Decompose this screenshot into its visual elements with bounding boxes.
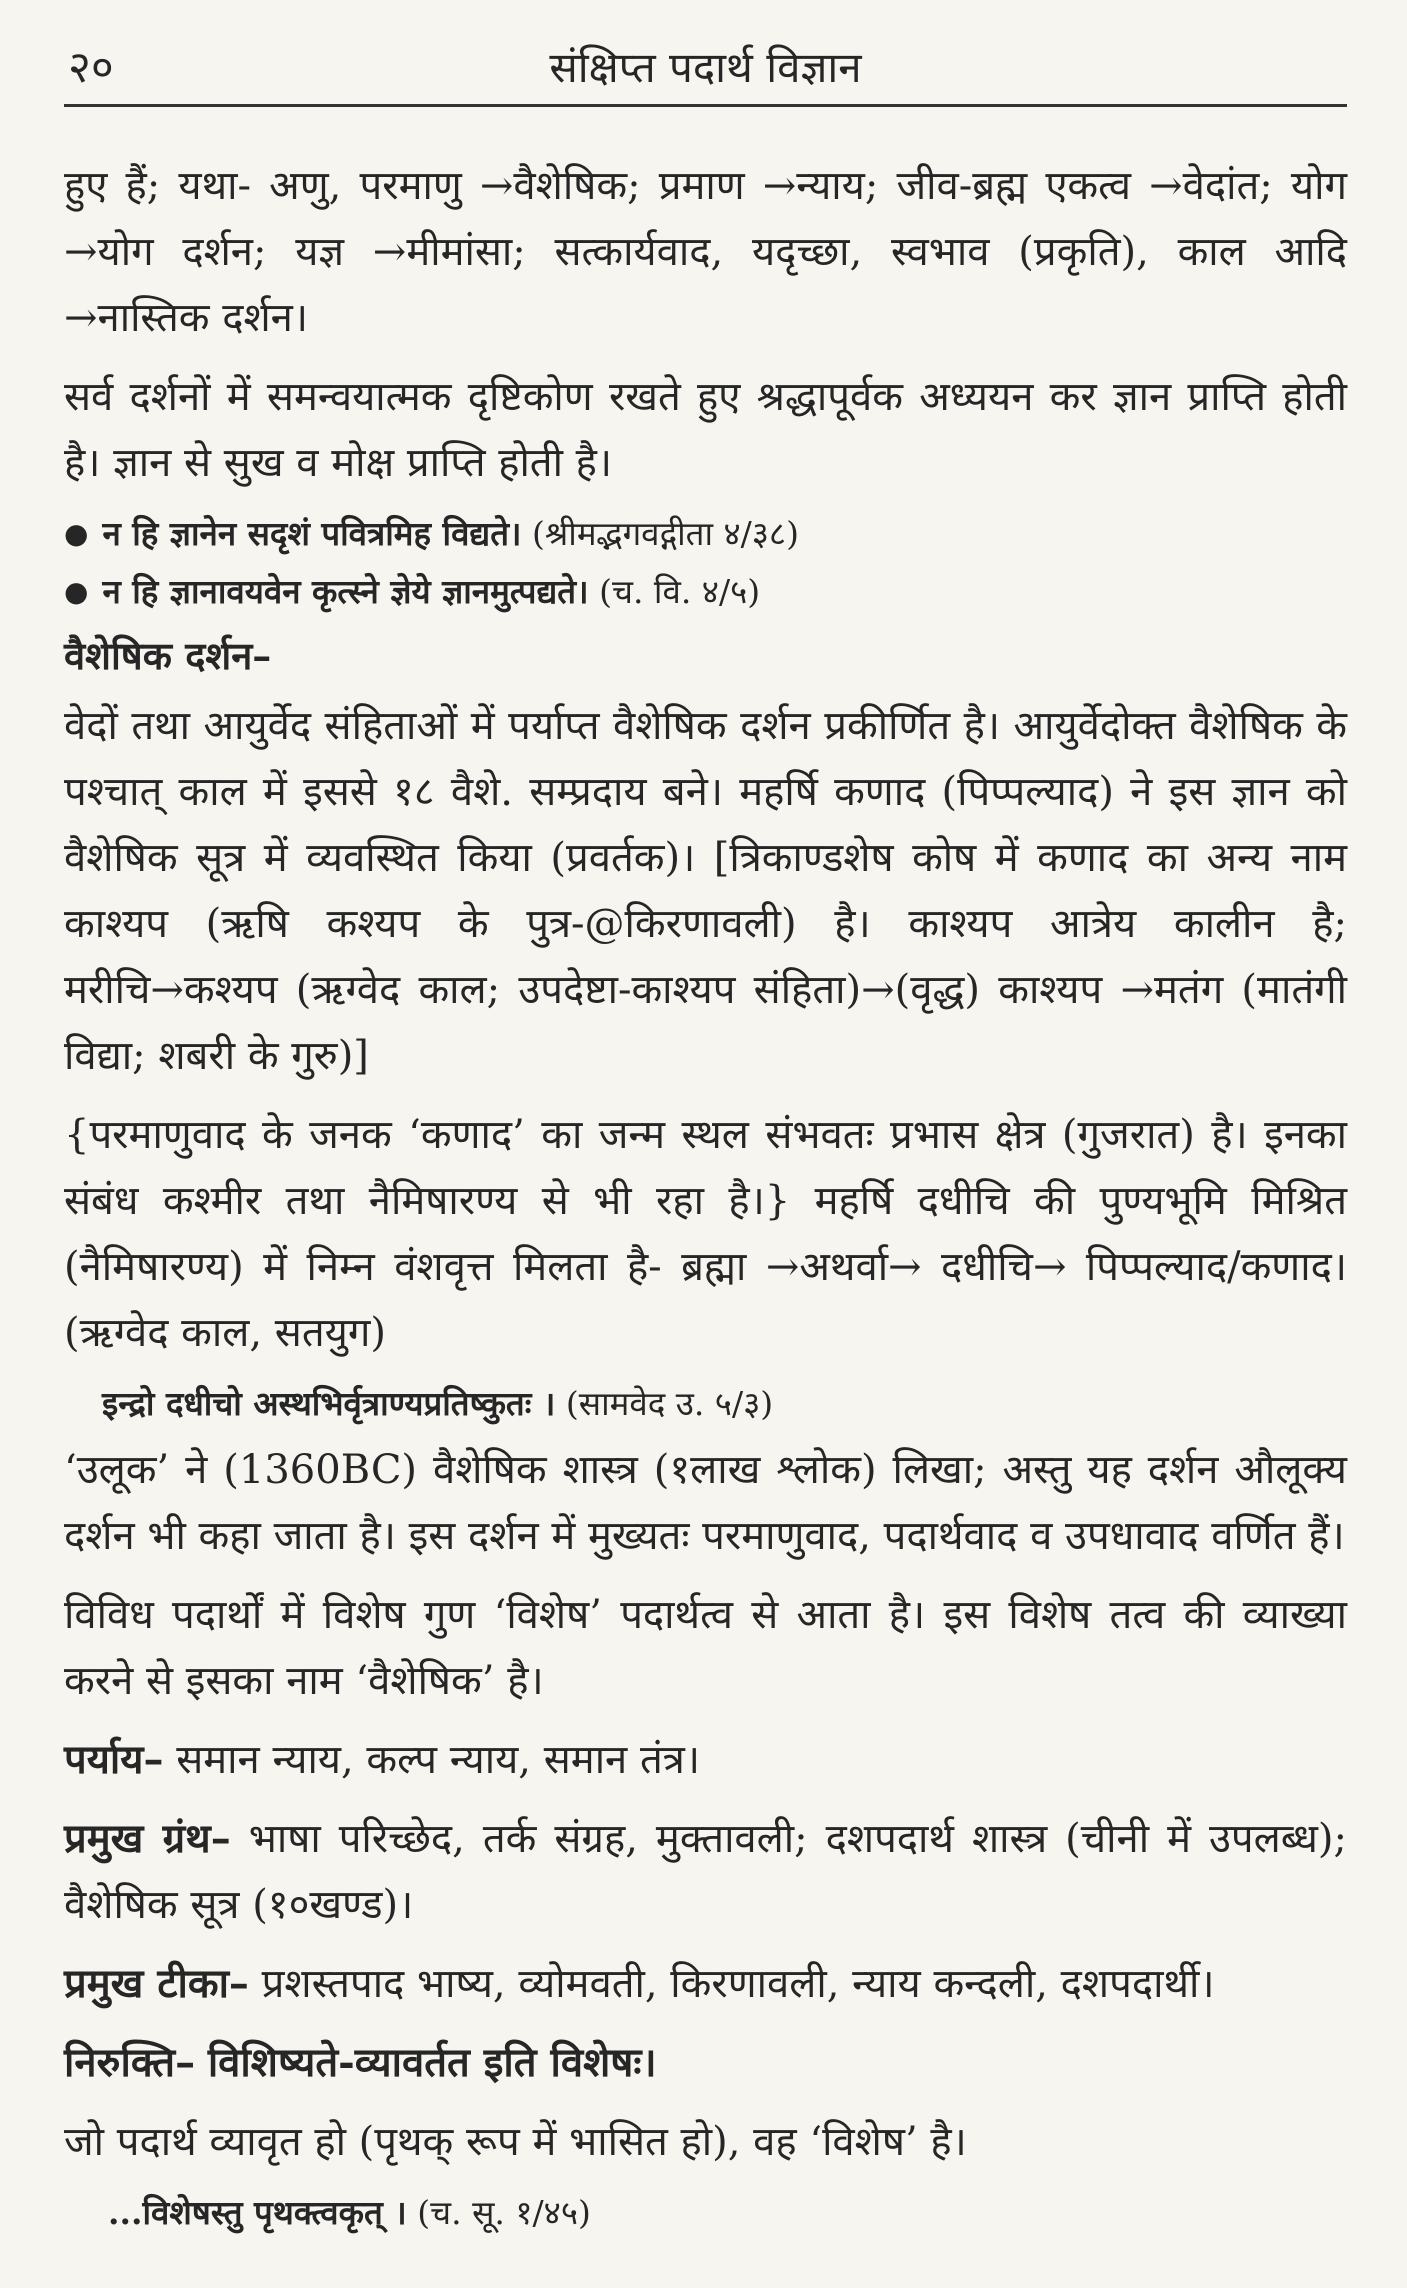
bullet-icon: ●: [64, 517, 89, 550]
shloka-text: इन्द्रो दधीचो अस्थभिर्वृत्राण्यप्रतिष्कुतः ।: [102, 1384, 556, 1423]
section-heading-vaisheshik: वैशेषिक दर्शन–: [64, 633, 272, 678]
paragraph-paramanuvad: {परमाणुवाद के जनक ‘कणाद’ का जन्म स्थल संभवतः प्रभास क्षेत्र (गुजरात) है। इनका संबंध कश्मीर तथा नैमिषारण्य से भी रहा है।} महर्षि दधीचि की पुण्यभूमि मिश्रित (नैमिषारण्य) में निम्न वंशवृत्त मिलता है- ब्रह्मा →अथर्वा→ दधीचि→ पिप्पल्याद/कणाद। (ऋग्वेद काल, सतयुग): [64, 1112, 1347, 1356]
bullet-icon: ●: [64, 575, 89, 608]
shloka-text: ...विशेषस्तु पृथक्त्वकृत् ।: [108, 2193, 407, 2232]
paragraph-paryay: [64, 1727, 1347, 1793]
shloka-text: न हि ज्ञानावयवेन कृत्स्ने ज्ञेये ज्ञानमुत्पद्यते।: [102, 572, 589, 611]
paragraph-vishesh-definition: जो पदार्थ व्यावृत हो (पृथक् रूप में भासित हो), वह ‘विशेष’ है।: [64, 2119, 967, 2165]
page-header: [64, 0, 1347, 107]
text-nirukti: विशिष्यते-व्यावर्तत इति विशेषः।: [207, 2039, 657, 2086]
label-granth: प्रमुख ग्रंथ–: [64, 1815, 231, 1862]
text-granth: भाषा परिच्छेद, तर्क संग्रह, मुक्तावली; दशपदार्थ शास्त्र (चीनी में उपलब्ध); वैशेषिक सूत्र (१०खण्ड)।: [64, 1816, 1347, 1928]
paragraph-vishesh-naam: विविध पदार्थों में विशेष गुण ‘विशेष’ पदार्थत्व से आता है। इस विशेष तत्व की व्याख्या करने से इसका नाम ‘वैशेषिक’ है।: [64, 1592, 1347, 1704]
label-paryay: पर्याय–: [64, 1736, 164, 1783]
text-paryay: समान न्याय, कल्प न्याय, समान तंत्र।: [176, 1737, 701, 1783]
shloka-reference: (सामवेद उ. ५/३): [565, 1384, 774, 1423]
shloka-charak-vimana: [64, 567, 1347, 617]
book-title: संक्षिप्त पदार्थ विज्ञान: [549, 43, 862, 92]
paragraph-samanvay: सर्व दर्शनों में समन्वयात्मक दृष्टिकोण रखते हुए श्रद्धापूर्वक अध्ययन कर ज्ञान प्राप्ति होती है। ज्ञान से सुख व मोक्ष प्राप्ति होती है।: [64, 374, 1347, 486]
shloka-reference: (श्रीमद्भगवद्गीता ४/३८): [532, 514, 799, 553]
page-body: [64, 107, 1347, 2238]
paragraph-kanad: वेदों तथा आयुर्वेद संहिताओं में पर्याप्त वैशेषिक दर्शन प्रकीर्णित है। आयुर्वेदोक्त वैशेषिक के पश्चात् काल में इससे १८ वैशे. सम्प्रदाय बने। महर्षि कणाद (पिप्पल्याद) ने इस ज्ञान को वैशेषिक सूत्र में व्यवस्थित किया (प्रवर्तक)। [त्रिकाण्डशेष कोष में कणाद का अन्य नाम काश्यप (ऋषि कश्यप के पुत्र-@किरणावली) है। काश्यप आत्रेय कालीन है; मरीचि→कश्यप (ऋग्वेद काल; उपदेष्टा-काश्यप संहिता)→(वृद्ध) काश्यप →मतंग (मातंगी विद्या; शबरी के गुरु)]: [64, 703, 1347, 1079]
page-number: २०: [68, 42, 114, 93]
label-tika: प्रमुख टीका–: [64, 1960, 249, 2007]
shloka-gita: [64, 509, 1347, 559]
paragraph-uluk: ‘उलूक’ ने (1360BC) वैशेषिक शास्त्र (१लाख श्लोक) लिखा; अस्तु यह दर्शन औलूक्य दर्शन भी कहा जाता है। इस दर्शन में मुख्यतः परमाणुवाद, पदार्थवाद व उपधावाद वर्णित हैं।: [64, 1447, 1347, 1559]
text-tika: प्रशस्तपाद भाष्य, व्योमवती, किरणावली, न्याय कन्दली, दशपदार्थी।: [261, 1961, 1215, 2007]
paragraph-darshan-examples: हुए हैं; यथा- अणु, परमाणु →वैशेषिक; प्रमाण →न्याय; जीव-ब्रह्म एकत्व →वेदांत; योग →योग दर्शन; यज्ञ →मीमांसा; सत्कार्यवाद, यदृच्छा, स्वभाव (प्रकृति), काल आदि →नास्तिक दर्शन।: [64, 163, 1347, 341]
shloka-samaveda: [64, 1379, 1347, 1429]
label-nirukti: निरुक्ति–: [64, 2039, 196, 2086]
paragraph-tika: [64, 1951, 1347, 2017]
paragraph-granth: [64, 1806, 1347, 1938]
shloka-text: न हि ज्ञानेन सदृशं पवित्रमिह विद्यते।: [102, 514, 522, 553]
shloka-charak-sutra: [64, 2188, 1347, 2238]
shloka-reference: (च. सू. १/४५): [417, 2193, 591, 2232]
shloka-reference: (च. वि. ४/५): [599, 572, 761, 611]
paragraph-nirukti: [64, 2030, 1347, 2096]
